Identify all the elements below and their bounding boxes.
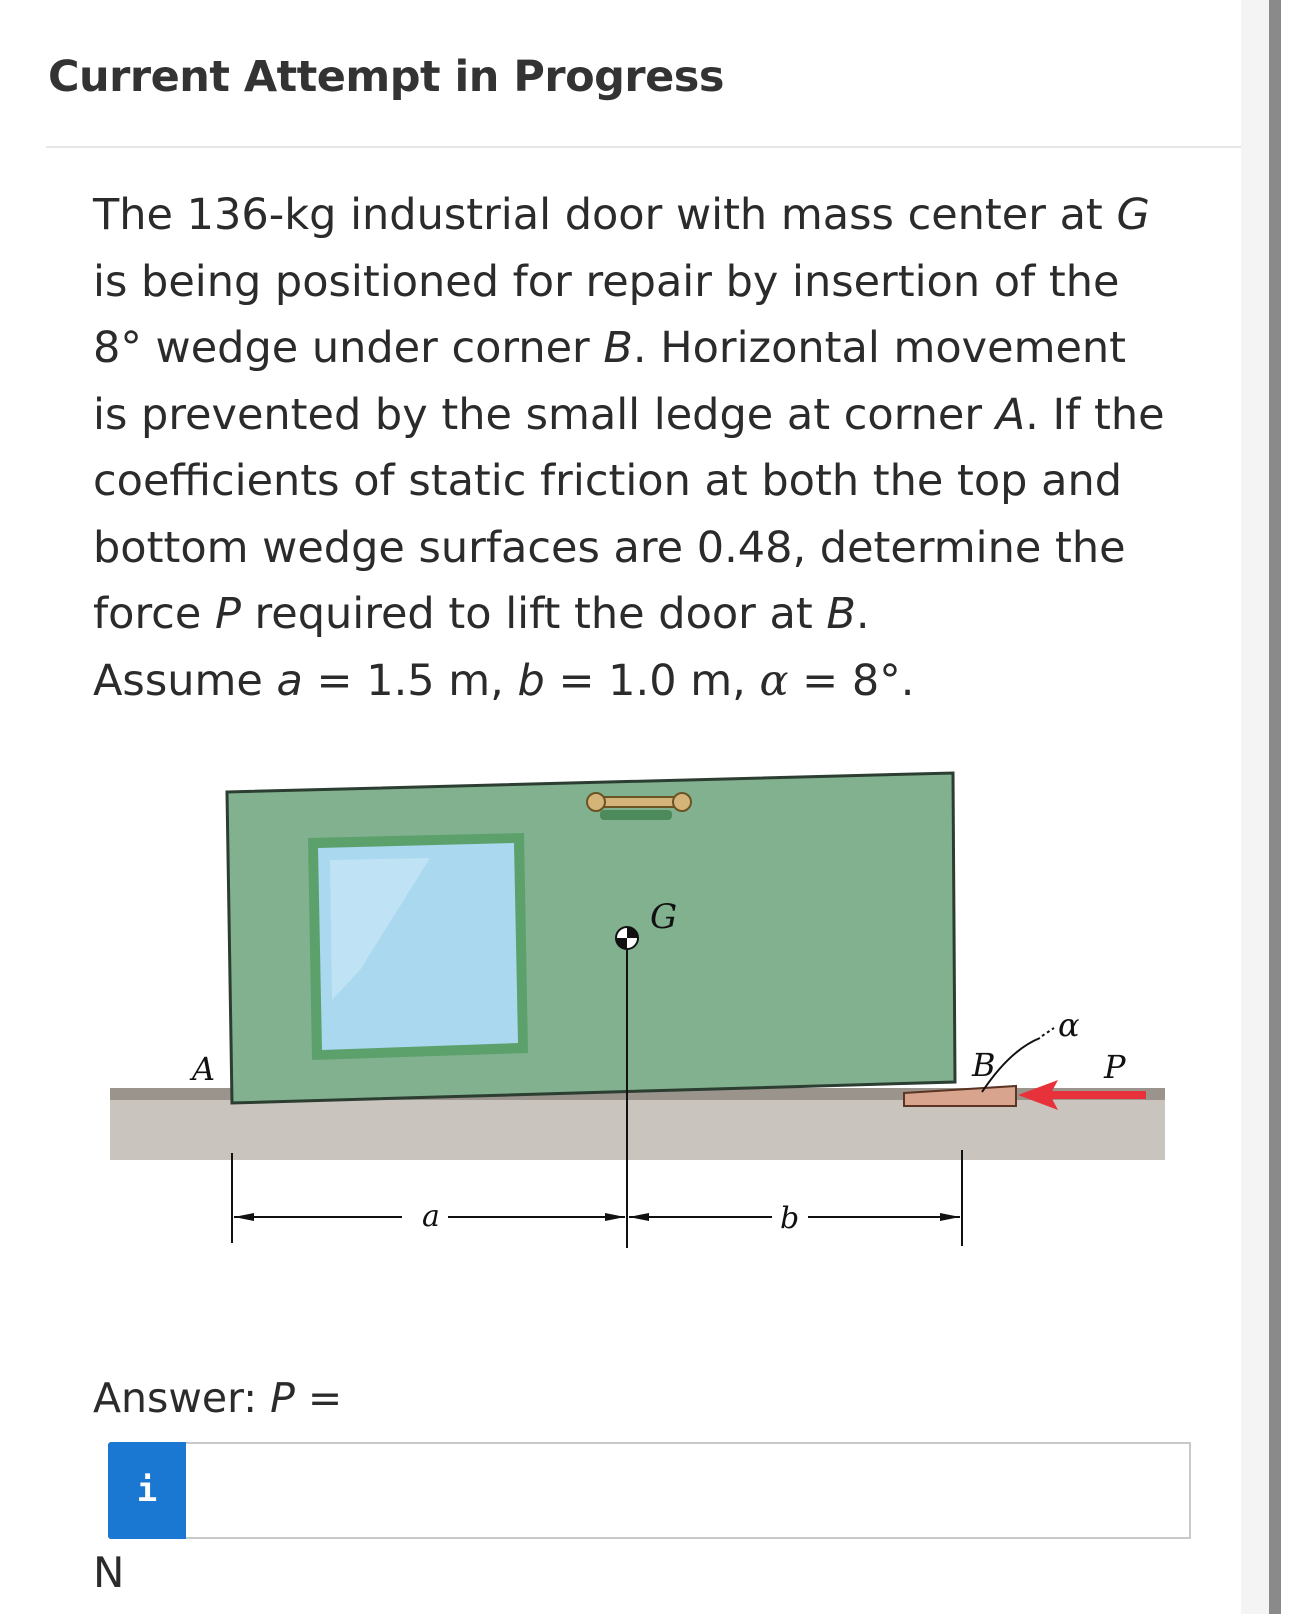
- problem-statement: [93, 182, 1173, 714]
- dim-b-arrow-right: [940, 1213, 960, 1221]
- force-arrow-shaft: [1050, 1091, 1146, 1099]
- answer-input[interactable]: [186, 1442, 1191, 1539]
- attempt-title: Current Attempt in Progress: [48, 52, 724, 102]
- problem-text: The 136-kg industrial door with mass center at G is being positioned for repair by insertion of the 8° wedge under corner B. Horizontal movement is prevented by the small ledge at corner A. If the coefficients of static friction at both the top and bottom wedge surfaces are 0.48, determine the force P required to lift the door at B.: [93, 190, 1165, 639]
- info-button[interactable]: i: [108, 1442, 186, 1539]
- alpha-arc-dash: [1042, 1028, 1054, 1036]
- label-B: B: [972, 1046, 996, 1084]
- door-wedge-figure: [100, 770, 1200, 1310]
- dim-a-arrow-left: [234, 1213, 254, 1221]
- scrollbar[interactable]: [1269, 0, 1281, 1614]
- label-A: A: [192, 1050, 216, 1088]
- handle-bar: [594, 797, 684, 807]
- label-G: G: [650, 897, 678, 937]
- answer-label: Answer: P =: [93, 1374, 343, 1422]
- label-alpha: α: [1058, 1006, 1080, 1044]
- answer-unit: N: [93, 1548, 125, 1597]
- label-P: P: [1104, 1048, 1126, 1086]
- dim-a-arrow-right: [605, 1213, 625, 1221]
- label-b: b: [780, 1201, 800, 1236]
- attempt-header: [46, 0, 1241, 148]
- page-gutter: [1241, 0, 1269, 1614]
- dim-b-arrow-left: [629, 1213, 649, 1221]
- handle-end-left: [587, 793, 605, 811]
- label-a: a: [422, 1199, 440, 1234]
- handle-plate: [600, 810, 672, 820]
- handle-end-right: [673, 793, 691, 811]
- problem-assumptions: Assume a = 1.5 m, b = 1.0 m, α = 8°.: [93, 655, 915, 706]
